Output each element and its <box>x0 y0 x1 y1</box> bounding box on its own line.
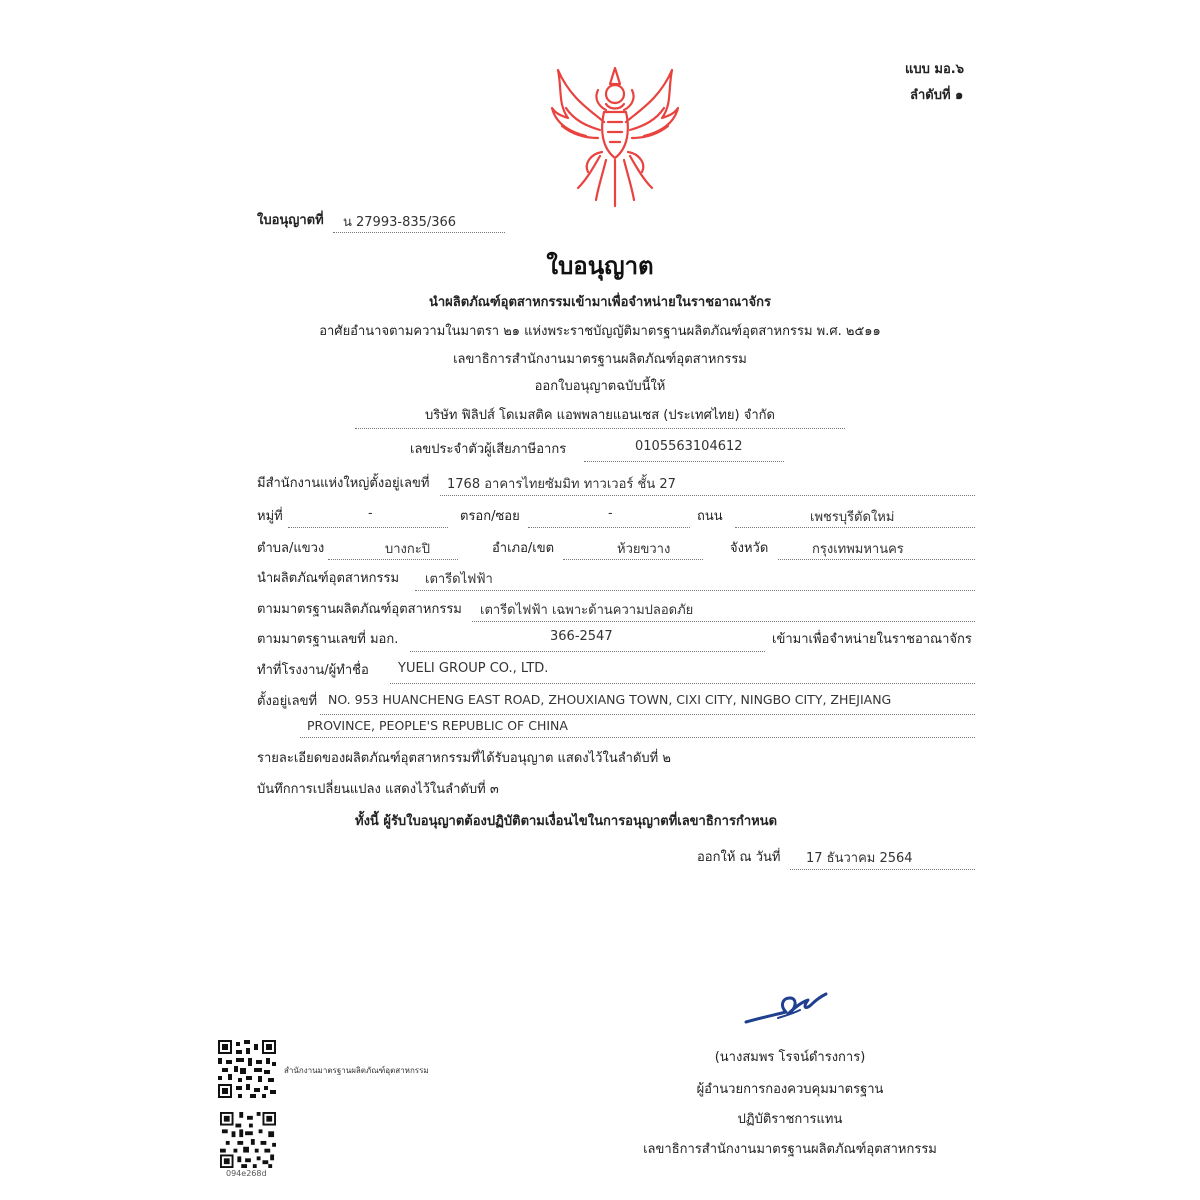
subtitle: นำผลิตภัณฑ์อุตสาหกรรมเข้ามาเพื่อจำหน่ายในราชอาณาจักร <box>429 295 771 310</box>
license-no-label: ใบอนุญาตที่ <box>257 213 324 228</box>
signature-icon <box>742 988 832 1030</box>
standard-no-value: 366-2547 <box>550 629 613 644</box>
road-underline <box>735 527 975 528</box>
province-label: จังหวัด <box>730 541 769 556</box>
product-underline <box>415 590 975 591</box>
district-label: อำเภอ/เขต <box>492 541 555 556</box>
standard-underline <box>472 621 975 622</box>
qr-code-label: 094e268d <box>226 1169 267 1178</box>
signatory-position-2: ปฏิบัติราชการแทน <box>737 1112 843 1127</box>
factory-address-underline-1 <box>320 714 975 715</box>
factory-address-line2: PROVINCE, PEOPLE'S REPUBLIC OF CHINA <box>307 718 568 733</box>
license-no-underline <box>333 232 505 233</box>
tax-id-label: เลขประจำตัวผู้เสียภาษีอากร <box>410 442 567 457</box>
soi-label: ตรอก/ซอย <box>460 509 520 524</box>
soi-underline <box>528 527 690 528</box>
tax-id-underline <box>584 461 784 462</box>
verification-qr-code-icon[interactable] <box>220 1112 276 1168</box>
qr-org-label: สำนักงานมาตรฐานผลิตภัณฑ์อุตสาหกรรม <box>284 1066 429 1075</box>
license-no-value: น 27993-835/366 <box>343 215 457 230</box>
issue-date-underline <box>790 869 975 870</box>
head-office-value: 1768 อาคารไทยซัมมิท ทาวเวอร์ ชั้น 27 <box>447 477 676 492</box>
factory-underline <box>390 683 975 684</box>
factory-address-label: ตั้งอยู่เลขที่ <box>257 694 318 709</box>
factory-address-underline-2 <box>300 737 975 738</box>
details-line: รายละเอียดของผลิตภัณฑ์อุตสาหกรรมที่ได้รับอนุญาต แสดงไว้ในลำดับที่ ๒ <box>257 751 671 766</box>
authority-line: อาศัยอำนาจตามความในมาตรา ๒๑ แห่งพระราชบัญญัติมาตรฐานผลิตภัณฑ์อุตสาหกรรม พ.ศ. ๒๕๑๑ <box>319 324 881 339</box>
province-underline <box>778 559 975 560</box>
subdistrict-value: บางกะปิ <box>385 542 431 557</box>
moo-value: - <box>368 506 373 521</box>
standard-no-suffix: เข้ามาเพื่อจำหน่ายในราชอาณาจักร <box>772 632 972 647</box>
province-value: กรุงเทพมหานคร <box>812 542 904 557</box>
signatory-position-3: เลขาธิการสำนักงานมาตรฐานผลิตภัณฑ์อุตสาหกรรม <box>643 1142 937 1157</box>
moo-underline <box>288 527 448 528</box>
signatory-name: (นางสมพร โรจน์ดำรงการ) <box>714 1050 866 1065</box>
standard-label: ตามมาตรฐานผลิตภัณฑ์อุตสาหกรรม <box>257 602 462 617</box>
form-sequence: ลำดับที่ ๑ <box>910 88 964 103</box>
district-value: ห้วยขวาง <box>617 542 671 557</box>
moo-label: หมู่ที่ <box>257 509 283 524</box>
subdistrict-underline <box>328 559 458 560</box>
product-value: เตารีดไฟฟ้า <box>425 572 493 587</box>
company-underline <box>355 428 845 429</box>
standard-value: เตารีดไฟฟ้า เฉพาะด้านความปลอดภัย <box>480 603 694 618</box>
qr-code-icon[interactable] <box>218 1040 276 1098</box>
garuda-emblem-icon <box>540 60 690 210</box>
head-office-underline <box>440 495 975 496</box>
issue-date-value: 17 ธันวาคม 2564 <box>806 851 913 866</box>
factory-value: YUELI GROUP CO., LTD. <box>398 661 549 676</box>
product-label: นำผลิตภัณฑ์อุตสาหกรรม <box>257 571 400 586</box>
signatory-position-1: ผู้อำนวยการกองควบคุมมาตรฐาน <box>696 1082 884 1097</box>
changes-line: บันทึกการเปลี่ยนแปลง แสดงไว้ในลำดับที่ ๓ <box>257 782 499 797</box>
soi-value: - <box>608 506 613 521</box>
factory-label: ทำที่โรงงาน/ผู้ทำชื่อ <box>257 663 369 678</box>
subdistrict-label: ตำบล/แขวง <box>257 541 325 556</box>
standard-no-underline <box>410 651 765 652</box>
head-office-label: มีสำนักงานแห่งใหญ่ตั้งอยู่เลขที่ <box>257 476 430 491</box>
standard-no-label: ตามมาตรฐานเลขที่ มอก. <box>257 632 399 647</box>
factory-address-line1: NO. 953 HUANCHENG EAST ROAD, ZHOUXIANG TOWN, CIXI CITY, NINGBO CITY, ZHEJIANG <box>328 692 892 707</box>
page-title: ใบอนุญาต <box>546 252 654 280</box>
district-underline <box>563 559 703 560</box>
road-label: ถนน <box>697 509 723 524</box>
tax-id-value: 0105563104612 <box>635 439 743 454</box>
road-value: เพชรบุรีตัดใหม่ <box>810 510 895 525</box>
issuer-line: เลขาธิการสำนักงานมาตรฐานผลิตภัณฑ์อุตสาหกรรม <box>453 352 747 367</box>
issue-date-label: ออกให้ ณ วันที่ <box>697 850 781 865</box>
form-code: แบบ มอ.๖ <box>905 62 964 77</box>
company-name: บริษัท ฟิลิปส์ โดเมสติค แอพพลายแอนเซส (ประเทศไทย) จำกัด <box>425 408 775 423</box>
issue-to-line: ออกใบอนุญาตฉบับนี้ให้ <box>534 379 666 394</box>
condition-line: ทั้งนี้ ผู้รับใบอนุญาตต้องปฏิบัติตามเงื่อนไขในการอนุญาตที่เลขาธิการกำหนด <box>355 814 778 829</box>
